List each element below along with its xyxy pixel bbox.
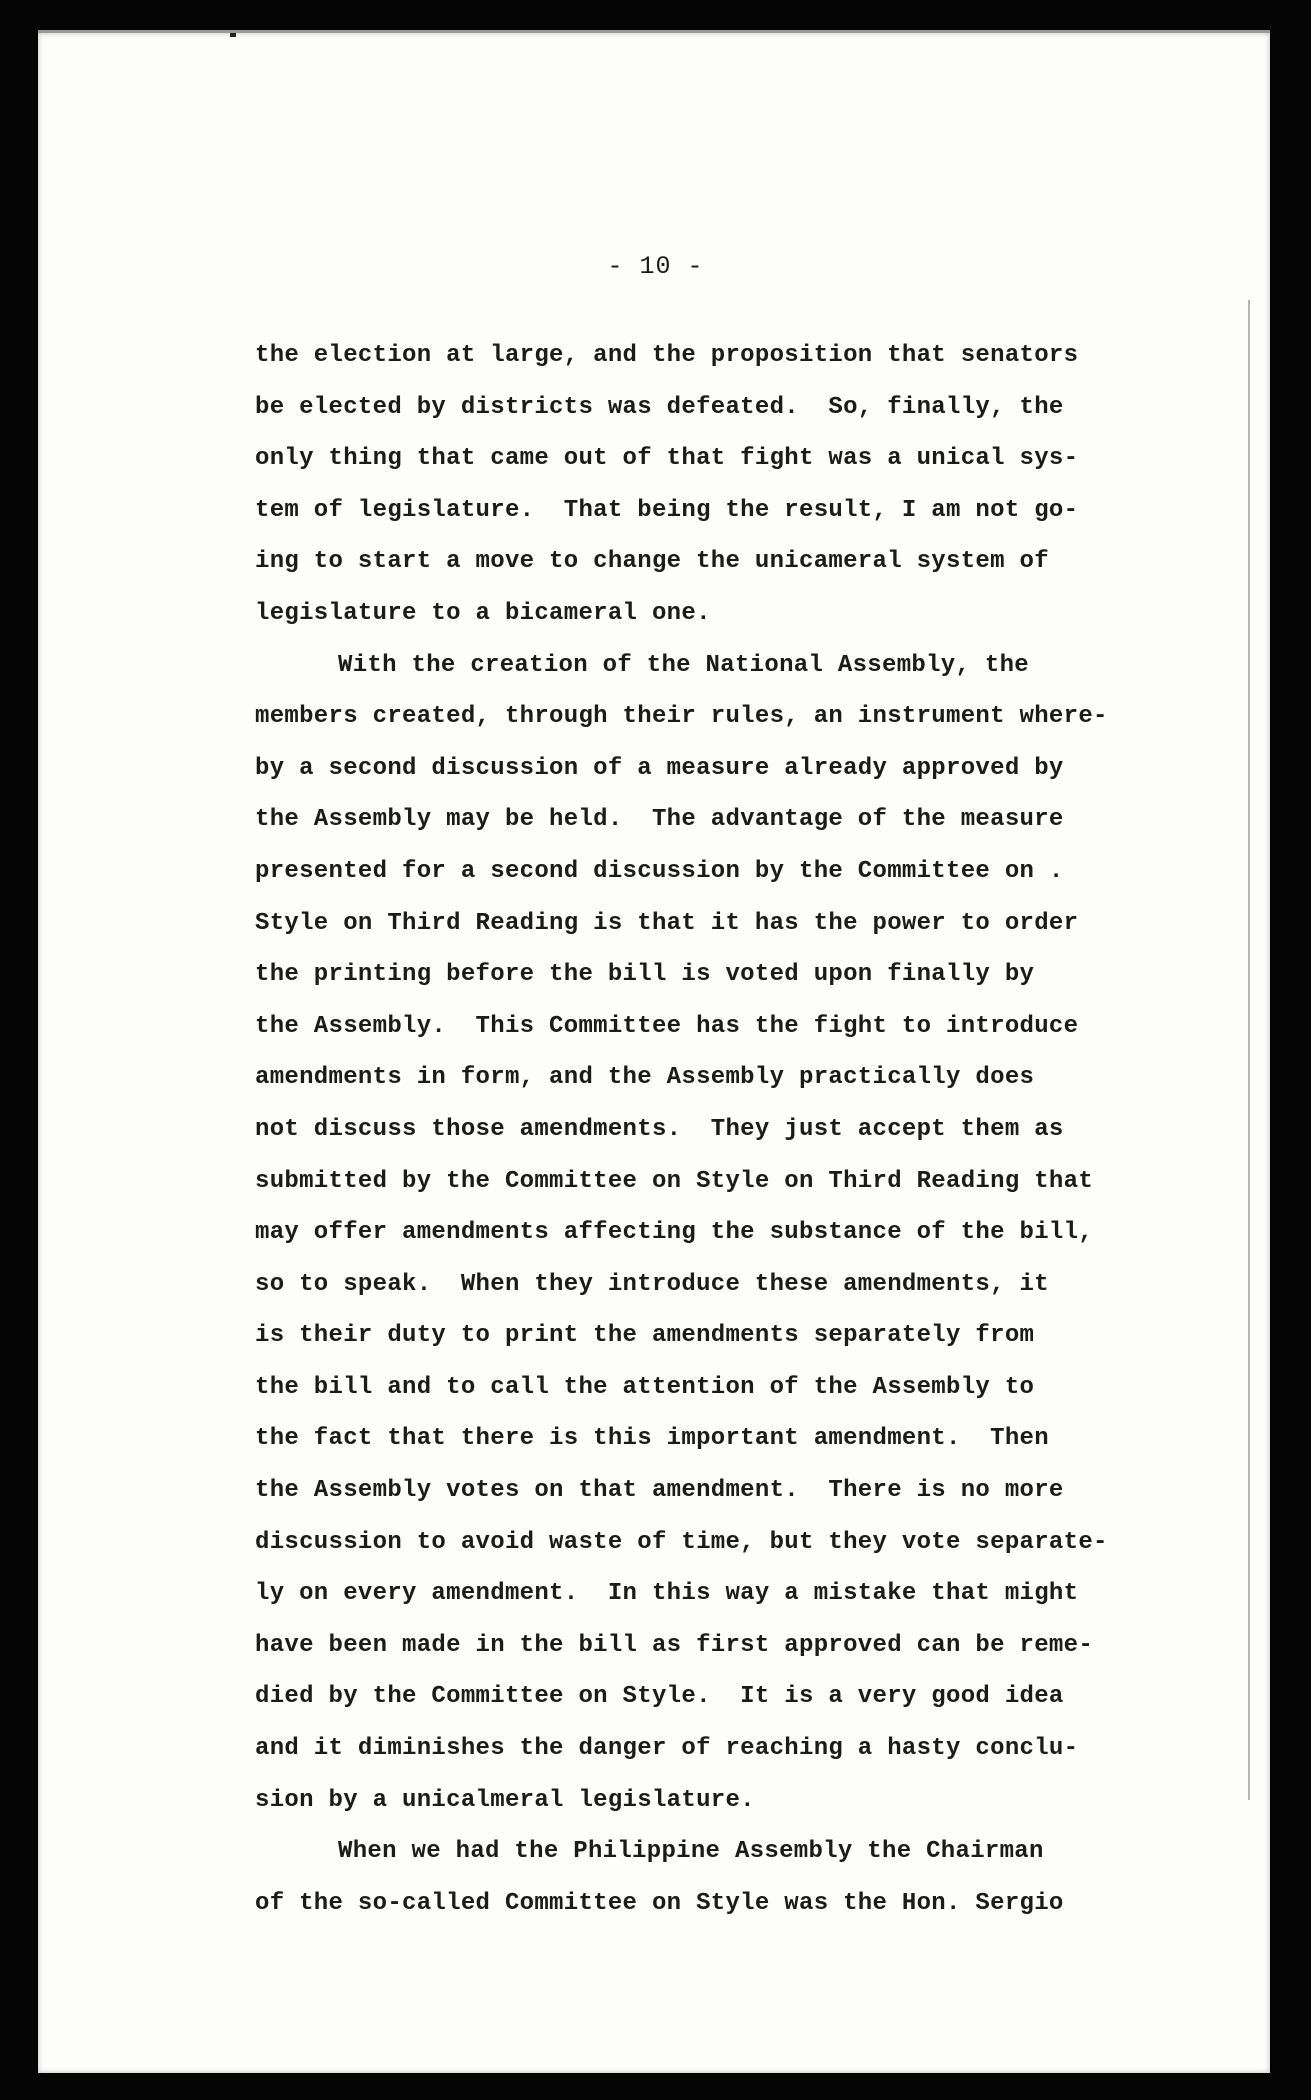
text-line: the election at large, and the proposition that senators — [255, 342, 1079, 369]
text-line: ly on every amendment. In this way a mistake that might — [255, 1580, 1079, 1608]
text-line: of the so-called Committee on Style was the Hon. Sergio — [255, 1889, 1064, 1917]
text-line: the bill and to call the attention of the Assembly to — [255, 1373, 1035, 1401]
text-line: the Assembly may be held. The advantage of the measure — [255, 806, 1064, 834]
page-number: - 10 - — [607, 252, 704, 281]
text-line: members created, through their rules, an instrument where- — [255, 703, 1108, 731]
text-line: have been made in the bill as first approved can be reme- — [255, 1631, 1094, 1659]
text-line: died by the Committee on Style. It is a very good idea — [255, 1683, 1064, 1711]
text-line: sion by a unicalmeral legislature. — [255, 1786, 755, 1814]
text-line: legislature to a bicameral one. — [255, 599, 711, 627]
text-line: by a second discussion of a measure already approved by — [255, 754, 1064, 782]
text-line: presented for a second discussion by the Committee on . — [255, 857, 1064, 885]
paragraph-start-line: When we had the Philippine Assembly the Chairman — [338, 1838, 1044, 1866]
text-line: submitted by the Committee on Style on Third Reading that — [255, 1167, 1094, 1195]
text-line: is their duty to print the amendments separately from — [255, 1322, 1035, 1350]
text-line: not discuss those amendments. They just accept them as — [255, 1115, 1064, 1143]
text-line: and it diminishes the danger of reaching a hasty conclu- — [255, 1735, 1079, 1763]
text-line: the Assembly. This Committee has the fight to introduce — [255, 1012, 1079, 1040]
text-line: be elected by districts was defeated. So, finally, the — [255, 393, 1064, 421]
text-line: only thing that came out of that fight was a unical sys- — [255, 445, 1079, 473]
paragraph-start-line: With the creation of the National Assembly, the — [338, 651, 1030, 679]
text-line: Style on Third Reading is that it has the power to order — [255, 909, 1079, 937]
text-line: ing to start a move to change the unicameral system of — [255, 548, 1049, 576]
scan-speck — [230, 33, 236, 37]
text-line: tem of legislature. That being the result, I am not go- — [255, 496, 1079, 524]
text-line: the printing before the bill is voted upon finally by — [255, 961, 1035, 989]
text-line: the Assembly votes on that amendment. There is no more — [255, 1477, 1064, 1505]
text-line: so to speak. When they introduce these amendments, it — [255, 1270, 1049, 1298]
body-text — [255, 330, 1175, 1929]
text-line: discussion to avoid waste of time, but they vote separate- — [255, 1528, 1108, 1556]
text-line: amendments in form, and the Assembly practically does — [255, 1064, 1035, 1092]
page-edge-shadow — [1248, 300, 1250, 1800]
text-line: may offer amendments affecting the substance of the bill, — [255, 1219, 1094, 1247]
text-line: the fact that there is this important amendment. Then — [255, 1425, 1049, 1453]
